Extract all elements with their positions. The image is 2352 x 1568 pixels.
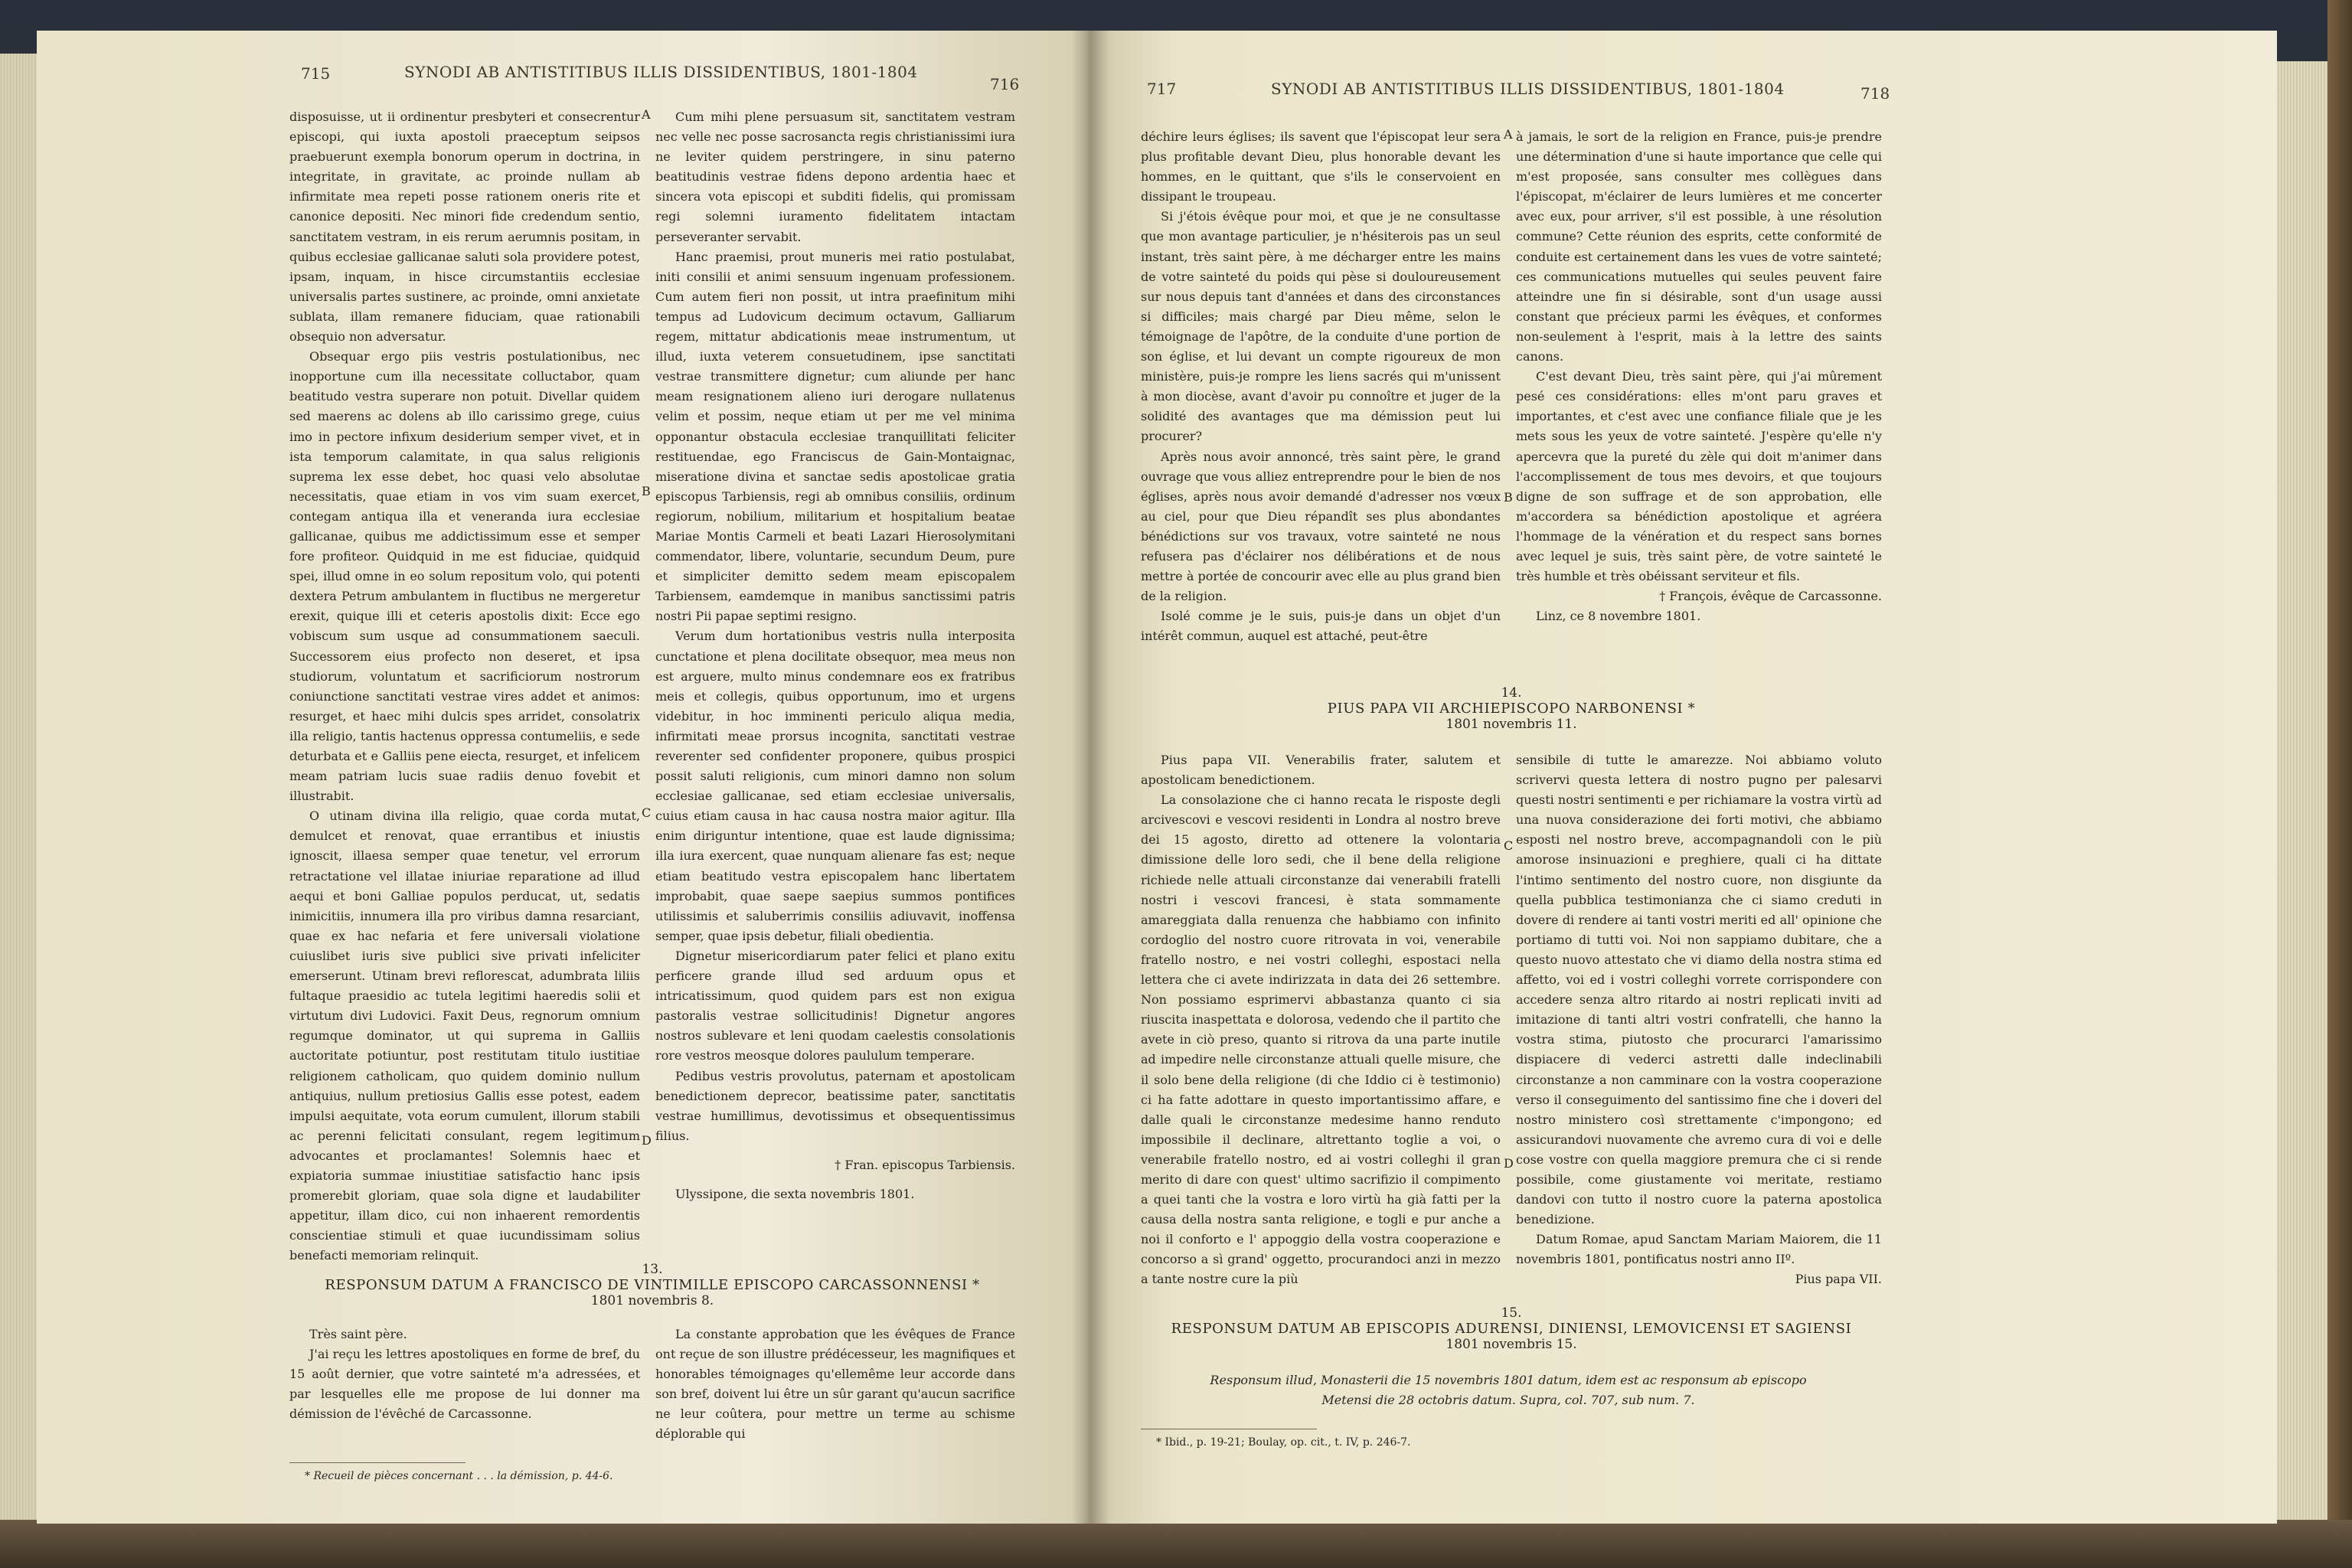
dateline: Ulyssipone, die sexta novembris 1801. <box>675 1186 915 1201</box>
paragraph: Dignetur misericordiarum pater felici et plano exitu perficere grande illud sed arduum opus et intricatissimum, quod quidem pars est non exigua pastoralis vestrae sollicitudinis! Dignetur angores nostros sublevare et leni quodam caelestis consolationis rore vestros meosque dolores paululum temperare. <box>655 948 1015 1063</box>
section-15-note: Responsum illud, Monasterii die 15 novembris 1801 datum, idem est ac responsum ab episcopo Metensi die 28 octobris datum. Supra, col. 707, sub num. 7. <box>1210 1373 1807 1408</box>
section-15-heading <box>1141 1305 1882 1352</box>
footnote: * Recueil de pièces concernant . . . la démission, p. 44-6. <box>305 1470 613 1482</box>
paragraph: disposuisse, ut ii ordinentur presbyteri et consecrentur episcopi, qui iuxta apostoli praeceptum seipsos praebuerunt exempla bonorum operum in doctrina, in integritate, in gravitate, ac proinde nullam ab infirmitate mea repeti posse rationem oneris rite et canonice depositi. Nec minori fide credendum sentio, sanctitatem vestram, in eis rerum aerumnis positam, in quibus ecclesiae gallicanae saluti sola providere potest, ipsam, inquam, in hisce circumstantiis ecclesiae universalis partes sustinere, ac proinde, omni anxietate sublata, illam remanere fiduciam, quae rationabili obsequio non adversatur. <box>289 109 640 345</box>
section-title: RESPONSUM DATUM AB EPISCOPIS ADURENSI, DINIENSI, LEMOVICENSI ET SAGIENSI <box>1171 1321 1852 1337</box>
footnote: * Ibid., p. 19-21; Boulay, op. cit., t. IV, p. 246-7. <box>1156 1436 1411 1449</box>
section-title: RESPONSUM DATUM A FRANCISCO DE VINTIMILLE EPISCOPO CARCASSONNENSI * <box>325 1277 980 1293</box>
paragraph: C'est devant Dieu, très saint père, qui j'ai mûrement pesé ces considérations: elles m'ont paru graves et importantes, et c'est avec une confiance filiale que je les mets sous les yeux de votre sainteté. J'espère qu'elle n'y apercevra que la pureté du zèle qui doit m'animer dans l'accomplissement de tous mes devoirs, et que toujours digne de son suffrage et de son approbation, elle m'accordera sa bénédiction apostolique et agréera l'hommage de la vénération et du respect sans bornes avec lequel je suis, très saint père, de votre sainteté le très humble et très obéissant serviteur et fils. <box>1516 369 1882 584</box>
section-title: PIUS PAPA VII ARCHIEPISCOPO NARBONENSI * <box>1327 701 1696 717</box>
paragraph: Hanc praemisi, prout muneris mei ratio postulabat, initi consilii et animi sensuum ingenuam professionem. Cum autem fieri non possit, ut intra praefinitum mihi tempus ad Ludovicum decimum octavum, Galliarum regem, mittatur abdicationis meae instrumentum, ut illud, iuxta veterem consuetudinem, ipse sanctitati vestrae transmittere dignetur; cum aliunde per hanc meam resignationem alieno iuri derogare nullatenus velim et possim, neque etiam ut per me vel minima opponantur obstacula ecclesiae tranquillitati feliciter restituendae, ego Franciscus de Gain-Montaignac, miseratione divina et sanctae sedis apostolicae gratia episcopus Tarbiensis, regi ab omnibus consiliis, ordinum regiorum, nobilium, militarium et hospitalium beatae Mariae Montis Carmeli et beati Lazari Hierosolymitani commendator, libere, voluntarie, secundum Deum, pure et simpliciter demitto sedem meam episcopalem Tarbiensem, eamdemque in manibus sanctissimi patris nostri Pii papae septimi resigno. <box>655 249 1015 624</box>
column-number-left: 715 <box>301 64 331 83</box>
paragraph: La consolazione che ci hanno recata le risposte degli arcivescovi e vescovi residenti in Londra al nostro breve dei 15 agosto, diretto ad ottenere la volontaria dimissione delle loro sedi, che il bene della religione richiede nelle attuali circonstanze dai venerabili fratelli nostri i vescovi francesi, è stata sommamente amareggiata dalla renuenza che habbiamo con infinito cordoglio del nostro cuore ritrovata in voi, venerabile fratello nostro, e nei vostri colleghi, espostaci nella lettera che ci avete indirizzata in data dei 26 settembre. Non possiamo esprimervi abbastanza quanto ci sia riuscita inaspettata e dolorosa, vedendo che il partito che avete in ciò preso, quanto si ritrova da una parte inutile ad impedire nelle circonstanze attuali quelle misure, che il solo bene della religione (di che Iddio ci è testimonio) ci ha fatte adottare in questo importantissimo affare, e dalle quali le circonstanze medesime hanno renduto impossibile il declinare, altrettanto toglie a voi, o venerabile fratello nostro, ed ai vostri colleghi il gran merito di dare con quest' ultimo sacrifizio il compimento a quei tanti che la vostra e loro virtù ha già fatti per la causa della nostra santa religione, e togli e pur anche a noi il conforto e l' appoggio della vostra cooperazione e concorso a sì grand' oggetto, procurandoci anzi in mezzo a tante nostre cure la più <box>1141 792 1501 1287</box>
column-number-left: 717 <box>1147 80 1177 98</box>
margin-letter-c: C <box>1504 838 1514 853</box>
margin-letter-d: D <box>1504 1156 1514 1171</box>
section-number: 15. <box>1501 1305 1522 1321</box>
section-13-column-b <box>655 1325 1015 1445</box>
section-date: 1801 novembris 11. <box>1446 717 1577 732</box>
margin-letter-b: B <box>1504 490 1513 505</box>
salutation: Très saint père. <box>309 1327 407 1341</box>
left-page <box>37 31 1087 1524</box>
paragraph: Cum mihi plene persuasum sit, sanctitatem vestram nec velle nec posse sacrosancta regis christianissimi iura ne leviter quidem perstringere, in sinu paterno beatitudinis vestrae fidens depono ardentia haec et sincera vota episcopi et subditi fidelis, qui promissam regi solemni iuramento fidelitatem intactam perseveranter servabit. <box>655 109 1015 244</box>
section-14-heading <box>1141 685 1882 732</box>
running-head: SYNODI AB ANTISTITIBUS ILLIS DISSIDENTIBUS, 1801-1804 <box>404 63 918 81</box>
section-14-column-b <box>1516 750 1882 1290</box>
section-13-heading <box>289 1262 1015 1308</box>
section-number: 13. <box>642 1262 663 1277</box>
paragraph: Après nous avoir annoncé, très saint père, le grand ouvrage que vous alliez entreprendre pour le bien de nos églises, après nous avoir demandé d'adresser nos vœux au ciel, pour que Dieu répandît ses plus abondantes bénédictions sur vos travaux, votre sainteté ne nous refusera pas d'éclairer nos délibérations et de nous mettre à portée de concourir avec elle au plus grand bien de la religion. <box>1141 449 1501 604</box>
section-date: 1801 novembris 15. <box>1446 1337 1577 1352</box>
left-page-column-a <box>289 107 640 1266</box>
margin-letter-d: D <box>642 1133 652 1148</box>
right-page-column-b <box>1516 127 1882 626</box>
paragraph: Datum Romae, apud Sanctam Mariam Maiorem, die 11 novembris 1801, pontificatus nostri anno IIº. <box>1516 1232 1882 1267</box>
salutation: Pius papa VII. Venerabilis frater, salutem et apostolicam benedictionem. <box>1141 753 1501 788</box>
footnote-rule <box>289 1462 466 1463</box>
paragraph: Isolé comme je le suis, puis-je dans un objet d'un intérêt commun, auquel est attaché, peut-être <box>1141 609 1501 644</box>
column-number-right: 716 <box>990 75 1020 93</box>
left-page-column-b <box>655 107 1015 1204</box>
signature: † François, évêque de Carcassonne. <box>1659 589 1882 604</box>
margin-letter-c: C <box>642 805 652 820</box>
section-14-column-a <box>1141 750 1501 1290</box>
right-page-column-a <box>1141 127 1501 646</box>
left-page-edges <box>0 54 37 1531</box>
paragraph: Si j'étois évêque pour moi, et que je ne consultasse que mon avantage particulier, je n'hésiterois pas un seul instant, très saint père, à me décharger entre les mains de votre sainteté du poids qui pèse si douloureusement sur nous depuis tant d'années et dans des circonstances si difficiles; mais chargé par Dieu même, selon le témoignage de l'apôtre, de la conduite d'une portion de son église, et lui devant un compte rigoureux de mon ministère, puis-je rompre les liens sacrés qui m'unissent à mon diocèse, avant d'avoir pu connoître et juger de la solidité des avantages que ma démission peut lui procurer? <box>1141 209 1501 444</box>
paragraph: à jamais, le sort de la religion en France, puis-je prendre une détermination d'une si haute importance que celle qui m'est proposée, sans consulter mes collègues dans l'épiscopat, m'éclairer de leurs lumières et me concerter avec eux, pour arriver, s'il est possible, à une résolution commune? Cette réunion des esprits, cette conformité de conduite est certainement dans les vues de votre sainteté; ces communications mutuelles qui seules peuvent faire atteindre une fin si désirable, sont d'un usage aussi constant que précieux parmi les évêques, et conformes non-seulement à l'esprit, mais à la lettre des saints canons. <box>1516 129 1882 364</box>
section-13-column-a <box>289 1325 640 1424</box>
right-page <box>1087 31 2277 1524</box>
paragraph: déchire leurs églises; ils savent que l'épiscopat leur sera plus profitable devant Dieu, plus honorable devant les hommes, en le quittant, que s'ils le conservoient en dissipant le troupeau. <box>1141 129 1501 204</box>
paragraph: Verum dum hortationibus vestris nulla interposita cunctatione et plena docilitate obsequor, mea meus non est arguere, multo minus condemnare eos ex fratribus meis et collegis, quibus opportunum, imo et urgens videbitur, in hoc imminenti periculo aliqua media, infirmitati meae prorsus incognita, sanctitati vestrae reverenter sed confidenter proponere, quibus prospici possit saluti religionis, cum minori damno non solum ecclesiae gallicanae, sed etiam ecclesiae universalis, cuius etiam causa in hac causa nostra maior agitur. Illa enim diriguntur intentione, quae est laude dignissima; illa iura exercent, quae nunquam alienare fas est; neque etiam beatitudo vestra episcopalem hanc libertatem improbabit, quae saepe saepius summos pontifices utilissimis et saluberrimis consiliis adiuvavit, inoffensa semper, quae ipsis debetur, filiali obedientia. <box>655 629 1015 943</box>
paragraph: Pedibus vestris provolutus, paternam et apostolicam benedictionem deprecor, beatissime pater, sanctitatis vestrae humillimus, devotissimus et obsequentissimus filius. <box>655 1068 1015 1143</box>
dateline: Linz, ce 8 novembre 1801. <box>1536 609 1701 624</box>
running-head: SYNODI AB ANTISTITIBUS ILLIS DISSIDENTIBUS, 1801-1804 <box>1271 80 1785 98</box>
paragraph: O utinam divina illa religio, quae corda mutat, demulcet et renovat, quae errantibus et iniustis ignoscit, illaesa semper quae tenetur, vel errorum retractatione vel illatae iniuriae reparatione ad illud aequi et boni Galliae populos perducat, ut, sedatis inimicitiis, innumera illa pro viribus damna resarciant, quae ex hac nefaria et fere universali violatione cuiuslibet iuris sive publici sive privati infeliciter emerserunt. Utinam brevi reflorescat, adumbrata liliis fultaque praesidio ac tutela legitimi haeredis solii et virtutum divi Ludovici. Faxit Deus, regnorum omnium regumque dominator, ut qui suprema in Galliis auctoritate potiuntur, post restitutam titulo iustitiae religionem catholicam, quo quidem dominio nullum antiquius, nullum pretiosius Gallis esse potest, eadem impulsi aequitate, vota eorum cumulent, illorum stabili ac perenni felicitati consulant, regem legitimum advocantes et proclamantes! Solemnis haec et expiatoria summae iniustitiae satisfactio hanc ipsis promerebit gloriam, quae sola digne et laudabiliter appetitur, illam dico, cui non inhaerent remordentis conscientiae stimuli et quae iucundissimam solius benefacti memoriam relinquit. <box>289 808 640 1263</box>
margin-letter-b: B <box>642 484 651 498</box>
margin-letter-a: A <box>1504 127 1513 142</box>
book-binding <box>0 1520 2352 1568</box>
book-gutter-shadow <box>1072 31 1110 1524</box>
paragraph: sensibile di tutte le amarezze. Noi abbiamo voluto scrivervi questa lettera di nostro pugno per palesarvi questi nostri sentimenti e per richiamare la vostra virtù ad una nuova considerazione dei forti motivi, che abbiamo esposti nel nostro breve, accompagnandoli con le più amorose insinuazioni e preghiere, quali ci ha dittate l'intimo sentimento del nostro cuore, non disgiunte da quella pubblica testimonianza che ci siamo creduti in dovere di rendere ai tanti vostri meriti ed all' opinione che portiamo di tutti voi. Noi non sappiamo dubitare, che a questo nuovo attestato che vi diamo della nostra stima ed affetto, voi ed i vostri colleghi vorrete corrispondere con accedere senza altro ritardo ai nostri replicati inviti ad imitazione di tanti altri vostri confratelli, che hanno la vostra stima, piutosto che procurarci l'amarissimo dispiacere di vederci astretti dalle indeclinabili circonstanze a non camminare con la vostra cooperazione verso il conseguimento del santissimo fine che i doveri del nostro ministero così strettamente c'impongono; ed assicurandovi nuovamente che avremo cura di voi e delle cose vostre con quella maggiore premura che ci si rende possibile, come giustamente voi meritate, restiamo dandovi con tutto il nostro cuore la paterna apostolica benedizione. <box>1516 753 1882 1227</box>
book-cover-edge <box>2328 0 2352 1568</box>
signature: Pius papa VII. <box>1795 1272 1882 1287</box>
margin-letter-a: A <box>642 107 651 122</box>
paragraph: J'ai reçu les lettres apostoliques en forme de bref, du 15 août dernier, que votre sainteté m'a adressées, et par lesquelles elle me propose de lui donner ma démission de l'évêché de Carcassonne. <box>289 1347 640 1422</box>
section-number: 14. <box>1501 685 1522 701</box>
column-number-right: 718 <box>1860 84 1890 103</box>
signature: † Fran. episcopus Tarbiensis. <box>835 1157 1015 1172</box>
section-date: 1801 novembris 8. <box>590 1293 714 1308</box>
paragraph: Obsequar ergo piis vestris postulationibus, nec inopportune cum illa necessitate colluctabor, quam beatitudo vestra superare non potuit. Divellar quidem sed maerens ac dolens ab illo carissimo grege, cuius imo in pectore infixum desiderium semper vivet, et in ista temporum calamitate, in qua salus religionis suprema lex esse debet, hoc quasi velo absolutae necessitatis, quae etiam in vos vim suam exercet, contegam antiqua illa et veneranda iura ecclesiae gallicanae, quibus me addictissimum esse et semper fore profiteor. Quidquid in me est fiduciae, quidquid spei, illud omne in eo solum repositum volo, qui potenti dextera Petrum ambulantem in fluctibus ne mergeretur erexit, quique illi et ceteris apostolis dixit: Ecce ego vobiscum sum usque ad consummationem saeculi. Successorem eius profecto non deseret, et ipsa studiorum, voluntatum et sacrificiorum nostrorum coniunctione sanctitati vestrae vires addet et animos: resurget, et haec mihi dulcis spes arridet, consolatrix illa religio, tantis hactenus oppressa contumeliis, e sede deturbata et e Galliis pene eiecta, resurget, et infelicem meam patriam lucis suae radiis denuo fovebit et illustrabit. <box>289 349 640 804</box>
paragraph: La constante approbation que les évêques de France ont reçue de son illustre prédécesseur, les magnifiques et honorables témoignages qu'ellemême leur accorde dans son bref, doivent lui être un sûr garant qu'aucun sacrifice ne leur coûtera, pour mettre un terme au schisme déplorable qui <box>655 1327 1015 1442</box>
